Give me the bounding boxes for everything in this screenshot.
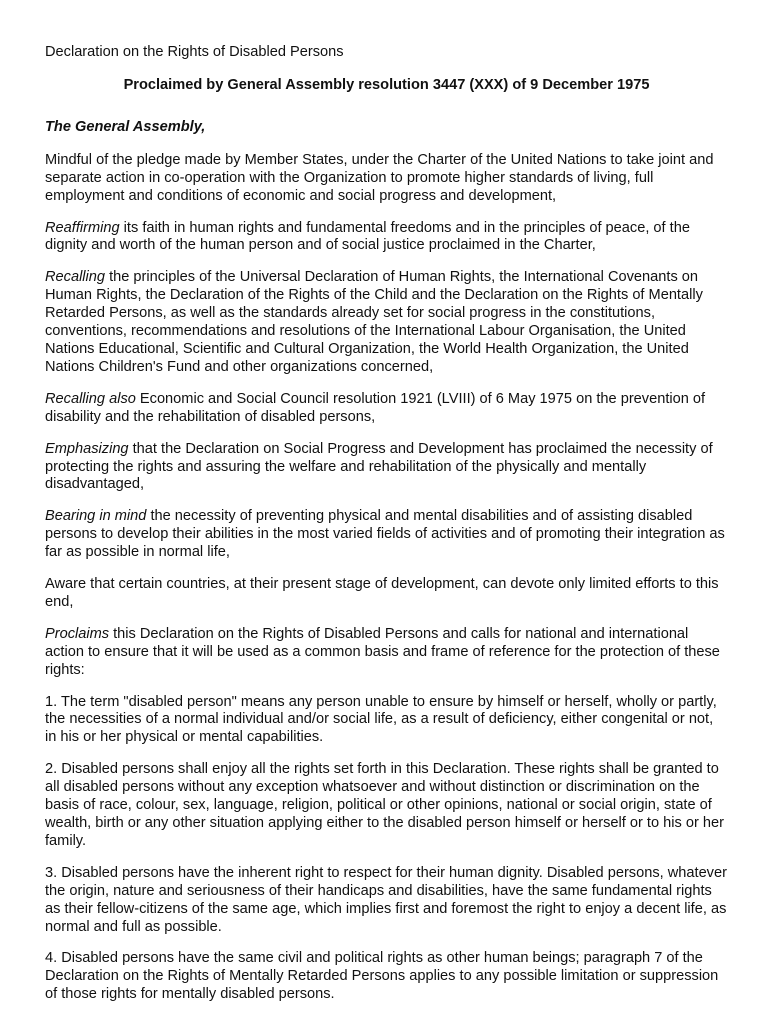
paragraph-lead: Recalling also	[45, 390, 136, 407]
paragraph-text: the necessity of preventing physical and mental disabilities and of assisting disabled persons to develop their abilities in the most varied fields of activities and of promoting their integration as far as possible in normal life,	[45, 508, 725, 561]
preamble-paragraph	[45, 626, 728, 680]
paragraph-text: Aware that certain countries, at their present stage of development, can devote only limited efforts to this end,	[45, 576, 719, 610]
document-title: Declaration on the Rights of Disabled Persons	[45, 44, 344, 60]
preamble-paragraph	[45, 508, 728, 562]
paragraph-lead: Proclaims	[45, 625, 110, 642]
paragraph-text: the principles of the Universal Declaration of Human Rights, the International Covenants on Human Rights, the Declaration of the Rights of the Child and the Declaration on the Rights of Mentally Retarded Persons, as well as the standards already set for social progress in the constitutions, conventions, recommendations and resolutions of the International Labour Organisation, the United Nations Educational, Scientific and Cultural Organization, the World Health Organization, the United Nations Children's Fund and other organizations concerned,	[45, 269, 703, 375]
preamble-paragraph	[45, 576, 728, 612]
article-paragraph: 1. The term "disabled person" means any person unable to ensure by himself or herself, wholly or partly, the necessities of a normal individual and/or social life, as a result of deficiency, either congenital or not, in his or her physical or mental capabilities.	[45, 693, 717, 746]
preamble-paragraph	[45, 391, 728, 427]
paragraph-text: Mindful of the pledge made by Member States, under the Charter of the United Nations to take joint and separate action in co-operation with the Organization to promote higher standards of living, full employment and conditions of economic and social progress and development,	[45, 151, 714, 204]
proclamation-line: Proclaimed by General Assembly resolution 3447 (XXX) of 9 December 1975	[123, 77, 650, 93]
preamble-paragraph	[45, 220, 728, 256]
article-paragraph: 2. Disabled persons shall enjoy all the rights set forth in this Declaration. These rights shall be granted to all disabled persons without any exception whatsoever and without distinction or discrimination on the basis of race, colour, sex, language, religion, political or other opinions, national or social origin, state of wealth, birth or any other situation applying either to the disabled person himself or herself or to his or her family.	[45, 761, 724, 849]
document-body	[45, 44, 728, 1004]
preamble-paragraph	[45, 441, 728, 495]
article-paragraph: 3. Disabled persons have the inherent right to respect for their human dignity. Disabled persons, whatever the origin, nature and seriousness of their handicaps and disabilities, have the same fundamental rights as their fellow-citizens of the same age, which implies first and foremost the right to enjoy a decent life, as normal and full as possible.	[45, 864, 727, 935]
article-paragraph: 4. Disabled persons have the same civil and political rights as other human beings; paragraph 7 of the Declaration on the Rights of Mentally Retarded Persons applies to any possible limitation or suppression of those rights for mentally disabled persons.	[45, 950, 719, 1003]
paragraph-text: this Declaration on the Rights of Disabled Persons and calls for national and international action to ensure that it will be used as a common basis and frame of reference for the protection of these rights:	[45, 625, 720, 678]
paragraph-text: that the Declaration on Social Progress and Development has proclaimed the necessity of protecting the rights and assuring the welfare and rehabilitation of the physically and mentally disadvantaged,	[45, 440, 713, 493]
general-assembly-heading: The General Assembly,	[45, 118, 206, 135]
paragraph-text: Economic and Social Council resolution 1921 (LVIII) of 6 May 1975 on the prevention of disability and the rehabilitation of disabled persons,	[45, 390, 706, 425]
paragraph-lead: Bearing in mind	[45, 508, 147, 525]
paragraph-lead: Emphasizing	[45, 440, 129, 457]
preamble-paragraph	[45, 152, 728, 206]
preamble-paragraph	[45, 269, 728, 376]
paragraph-lead: Reaffirming	[45, 219, 120, 236]
paragraph-text: its faith in human rights and fundamental freedoms and in the principles of peace, of the dignity and worth of the human person and of social justice proclaimed in the Charter,	[45, 219, 690, 254]
paragraph-lead: Recalling	[45, 269, 106, 286]
